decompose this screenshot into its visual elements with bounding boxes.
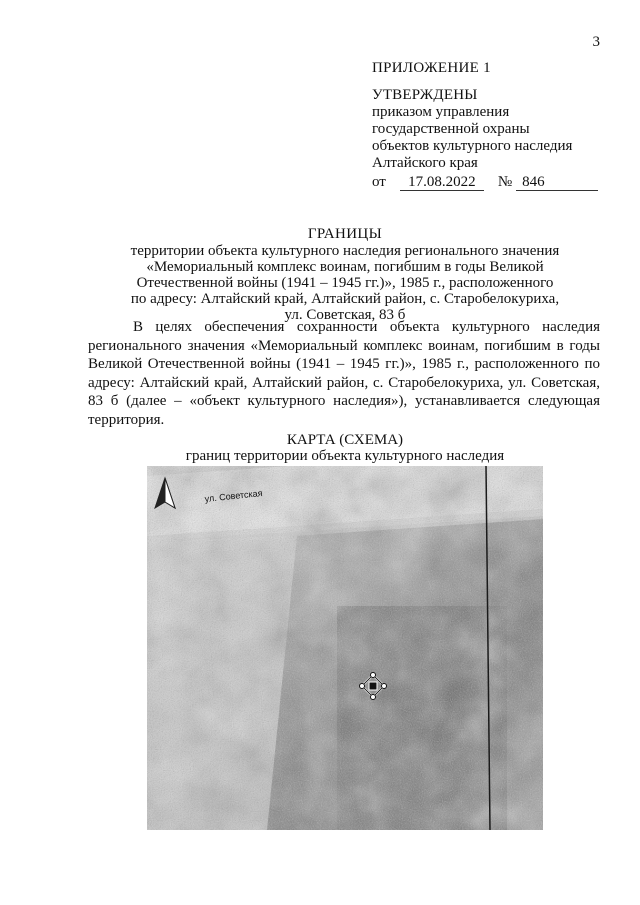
map-title bbox=[60, 432, 630, 464]
boundaries-heading: ГРАНИЦЫ bbox=[307, 226, 383, 242]
street-label: ул. Советская bbox=[204, 487, 263, 504]
approval-block bbox=[372, 60, 598, 191]
annex-label: ПРИЛОЖЕНИЕ 1 bbox=[372, 60, 491, 76]
page-number: 3 bbox=[592, 34, 600, 50]
approved-label: УТВЕРЖДЕНЫ bbox=[372, 87, 478, 103]
boundaries-line-2: «Мемориальный комплекс воинам, погибшим в годы Великой bbox=[146, 259, 544, 275]
map-subtitle: границ территории объекта культурного наследия bbox=[185, 448, 505, 464]
grain bbox=[147, 466, 543, 830]
boundaries-line-3: Отечественной войны (1941 – 1945 гг.)», 1985 г., расположенного bbox=[136, 275, 554, 291]
number-sign: № bbox=[497, 174, 513, 190]
boundaries-line-5: ул. Советская, 83 б bbox=[284, 307, 406, 323]
body-paragraph: В целях обеспечения сохранности объекта культурного наследия регионального значения «Мемориальный комплекс воинам, погибшим в годы Великой Отечественной войны (1941 – 1945 гг.)», 1985 г., расположенного по адресу: Алтайский край, Алтайский район, с. Старобелокуриха, ул. Советская, 83 б (далее – «объект культурного наследия»), устанавливается следующая территория. bbox=[88, 319, 600, 428]
order-date-line bbox=[372, 174, 598, 191]
order-number: 846 bbox=[516, 174, 598, 191]
order-line-1: приказом управления bbox=[372, 104, 510, 120]
order-line-2: государственной охраны bbox=[372, 121, 530, 137]
order-line-4: Алтайского края bbox=[372, 155, 478, 171]
boundaries-line-1: территории объекта культурного наследия регионального значения bbox=[130, 243, 560, 259]
boundaries-line-4: по адресу: Алтайский край, Алтайский район, с. Старобелокуриха, bbox=[130, 291, 560, 307]
boundaries-section bbox=[60, 226, 630, 323]
map-scheme bbox=[147, 466, 543, 830]
map-heading: КАРТА (СХЕМА) bbox=[286, 432, 404, 448]
date-prefix: от bbox=[372, 174, 386, 190]
order-line-3: объектов культурного наследия bbox=[372, 138, 573, 154]
order-date: 17.08.2022 bbox=[400, 174, 484, 191]
